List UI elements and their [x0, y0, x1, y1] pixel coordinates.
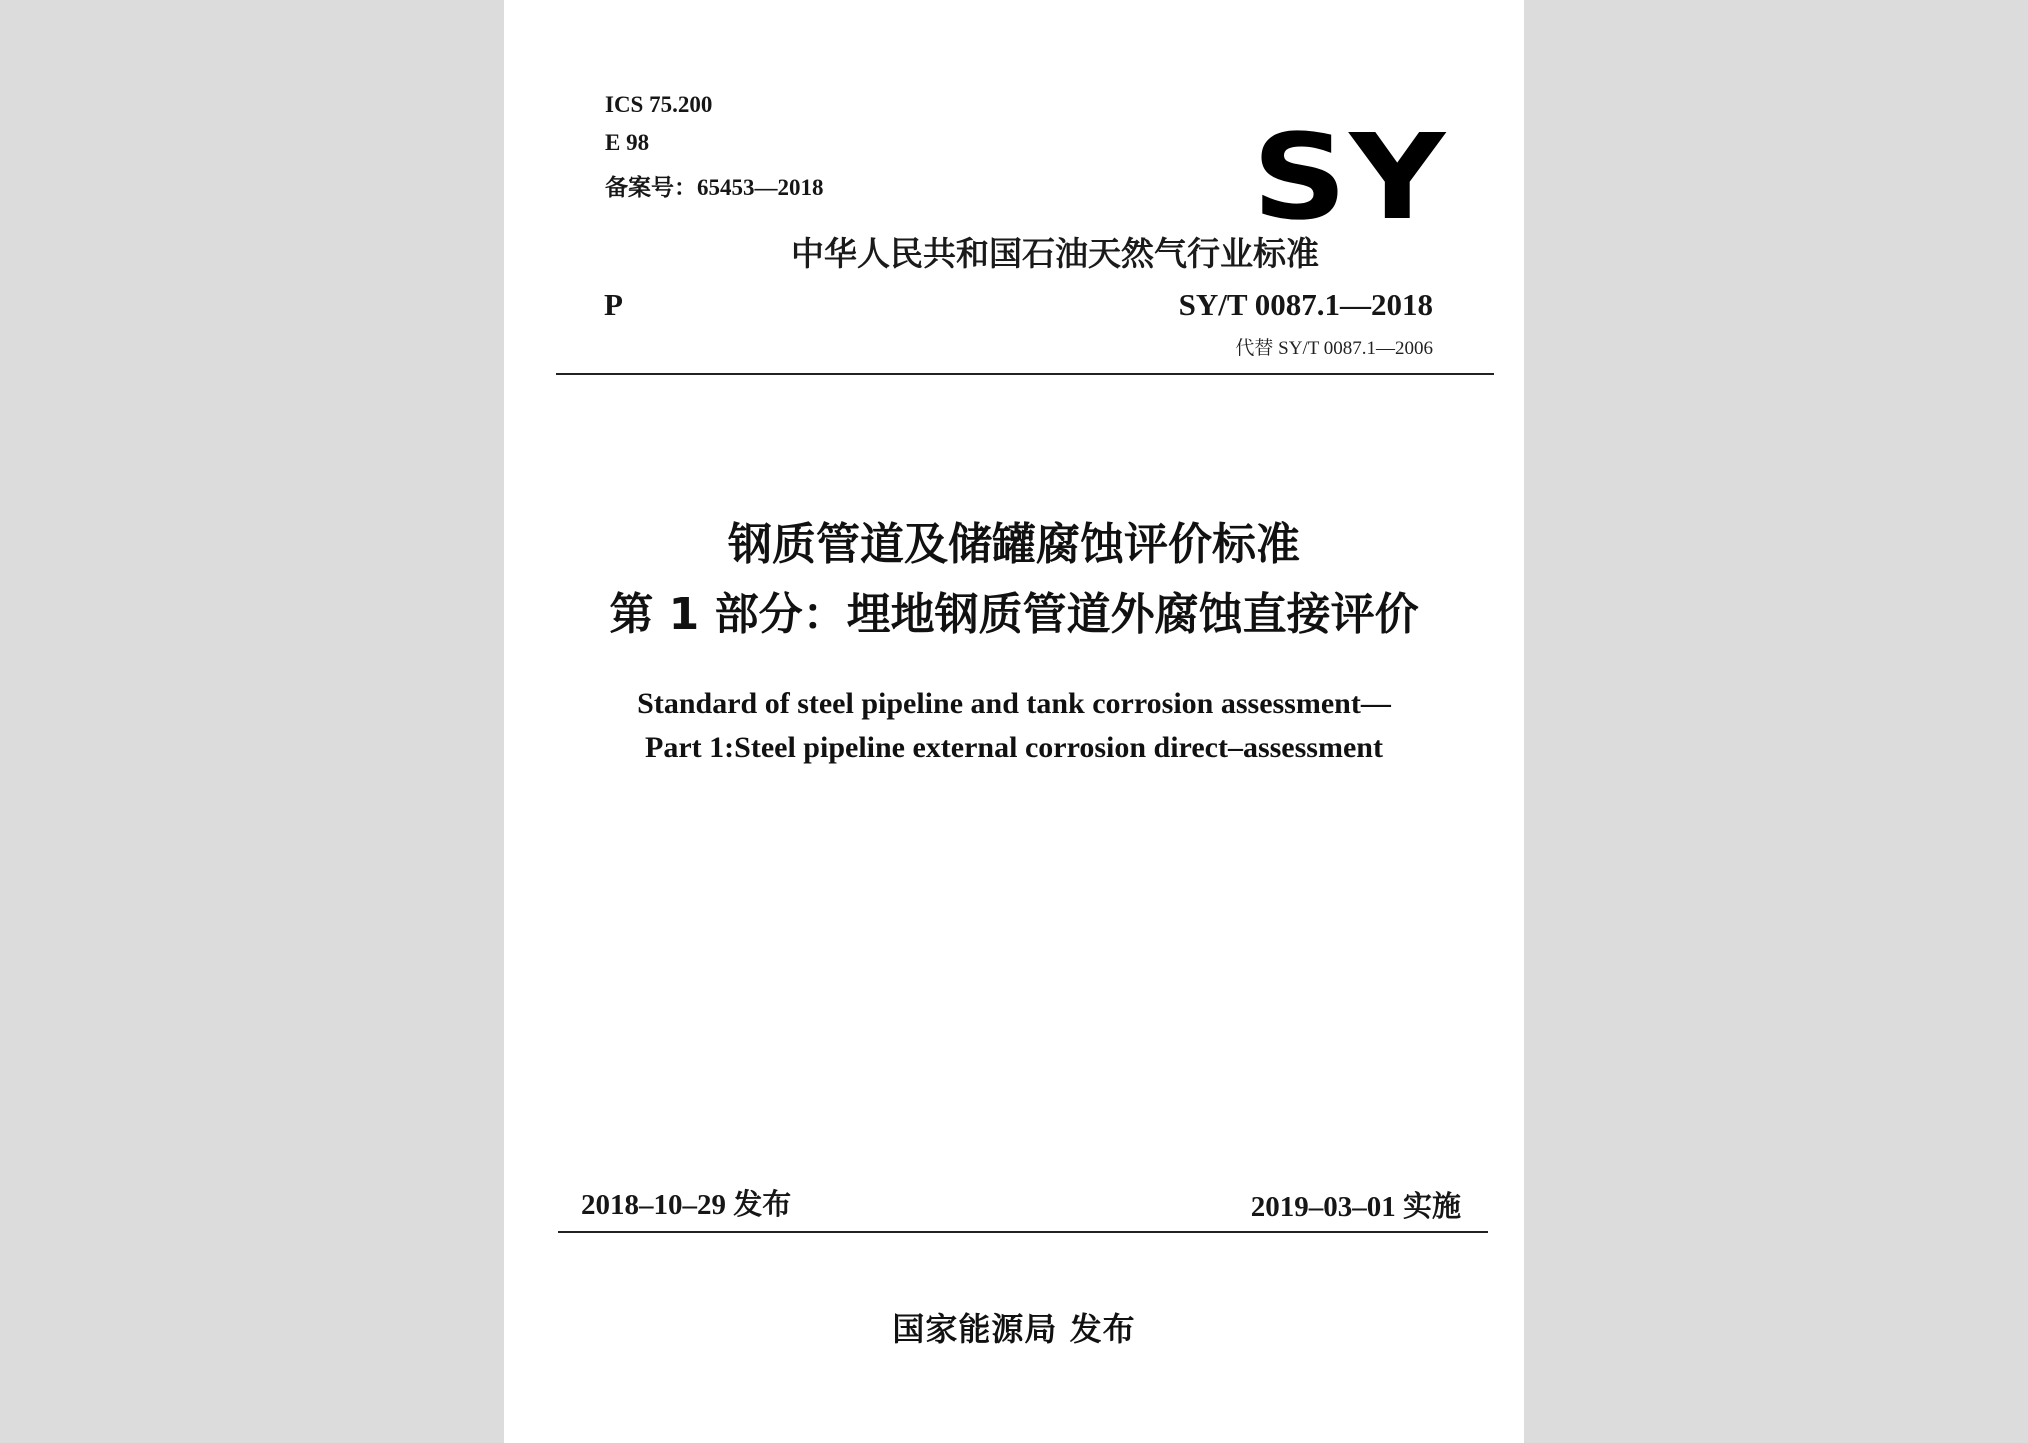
ccs-code: E 98 [605, 130, 650, 155]
category-code: P [604, 287, 623, 322]
title-en-line2: Part 1:Steel pipeline external corrosion direct–assessment [645, 731, 1383, 764]
issue-date: 2018–10–29 发布 [581, 1189, 792, 1221]
industry-standard-title: 中华人民共和国石油天然气行业标准 [791, 234, 1319, 273]
implementation-date: 2019–03–01 实施 [1250, 1191, 1461, 1223]
header-divider [556, 373, 1494, 375]
replaces-standard: 代替 SY/T 0087.1—2006 [1235, 338, 1433, 359]
publisher: 国家能源局 发布 [892, 1310, 1136, 1348]
filing-number: 备案号：65453—2018 [605, 175, 824, 200]
sy-logo: SY [1252, 108, 1448, 246]
title-en-line1: Standard of steel pipeline and tank corrosion assessment— [637, 687, 1391, 720]
footer-divider [558, 1231, 1488, 1233]
ics-code: ICS 75.200 [605, 92, 713, 117]
title-cn-line1: 钢质管道及储罐腐蚀评价标准 [728, 519, 1300, 570]
standard-code: SY/T 0087.1—2018 [1178, 287, 1433, 322]
title-cn-line2: 第 1 部分：埋地钢质管道外腐蚀直接评价 [609, 589, 1419, 640]
document-page [504, 0, 1524, 1443]
